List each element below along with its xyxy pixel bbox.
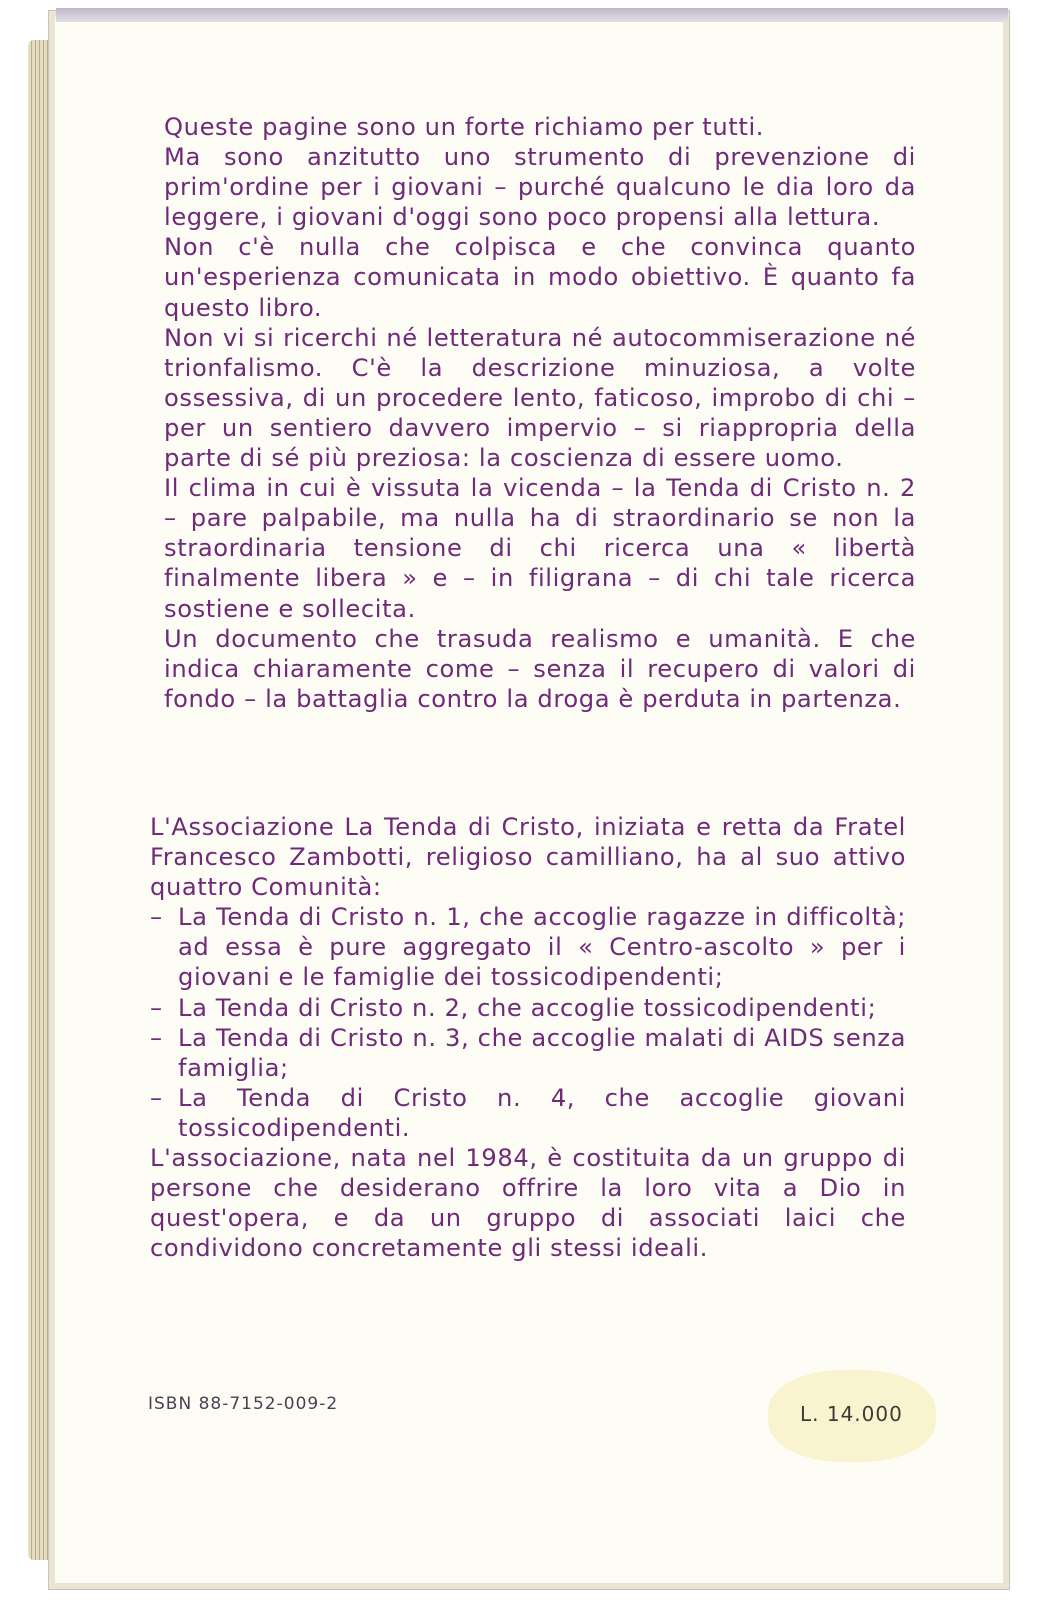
association-closing: L'associazione, nata nel 1984, è costituita da un gruppo di persone che desiderano offrire la loro vita a Dio in quest'opera, e da un gruppo di associati laici che condividono concretamente gli stessi ideali. <box>150 1144 906 1263</box>
price-label: L. 14.000 <box>800 1402 903 1426</box>
list-item: – La Tenda di Cristo n. 4, che accoglie giovani tossicodipendenti. <box>150 1083 906 1142</box>
list-item: – La Tenda di Cristo n. 3, che accoglie malati di AIDS senza famiglia; <box>150 1023 906 1082</box>
association-text <box>150 812 906 1263</box>
blurb-paragraph-5: Il clima in cui è vissuta la vicenda – la Tenda di Cristo n. 2 – pare palpabile, ma nulla ha di straordinario se non la straordinaria tensione di chi ricerca una « libertà finalmente libera » e – in filigrana – di chi tale ricerca sostiene e sollecita. <box>164 474 916 623</box>
blurb-paragraph-6: Un documento che trasuda realismo e umanità. E che indica chiaramente come – senza il recupero di valori di fondo – la battaglia contro la droga è perduta in partenza. <box>164 624 916 713</box>
blurb-paragraph-2: Ma sono anzitutto uno strumento di prevenzione di prim'ordine per i giovani – purché qualcuno le dia loro da leggere, i giovani d'oggi sono poco propensi alla lettura. <box>164 143 916 232</box>
cover-top-edge <box>56 8 1008 22</box>
blurb-text <box>164 112 916 714</box>
isbn-code: ISBN 88-7152-009-2 <box>148 1394 339 1414</box>
list-item: – La Tenda di Cristo n. 2, che accoglie tossicodipendenti; <box>150 993 877 1022</box>
blurb-paragraph-3: Non c'è nulla che colpisca e che convinca quanto un'esperienza comunicata in modo obiettivo. È quanto fa questo libro. <box>164 233 916 322</box>
blurb-paragraph-1: Queste pagine sono un forte richiamo per tutti. <box>164 113 765 141</box>
community-list <box>150 902 906 1143</box>
blurb-paragraph-4: Non vi si ricerchi né letteratura né autocommiserazione né trionfalismo. C'è la descrizione minuziosa, a volte ossessiva, di un procedere lento, faticoso, improbo di chi – per un sentiero davvero impervio – si riappropria della parte di sé più preziosa: la coscienza di essere uomo. <box>164 323 916 473</box>
association-intro: L'Associazione La Tenda di Cristo, iniziata e retta da Fratel Francesco Zambotti, religioso camilliano, ha al suo attivo quattro Comunità: <box>150 813 906 902</box>
list-item: – La Tenda di Cristo n. 1, che accoglie ragazze in difficoltà; ad essa è pure aggregato il « Centro-ascolto » per i giovani e le famiglie dei tossicodipendenti; <box>150 903 906 992</box>
